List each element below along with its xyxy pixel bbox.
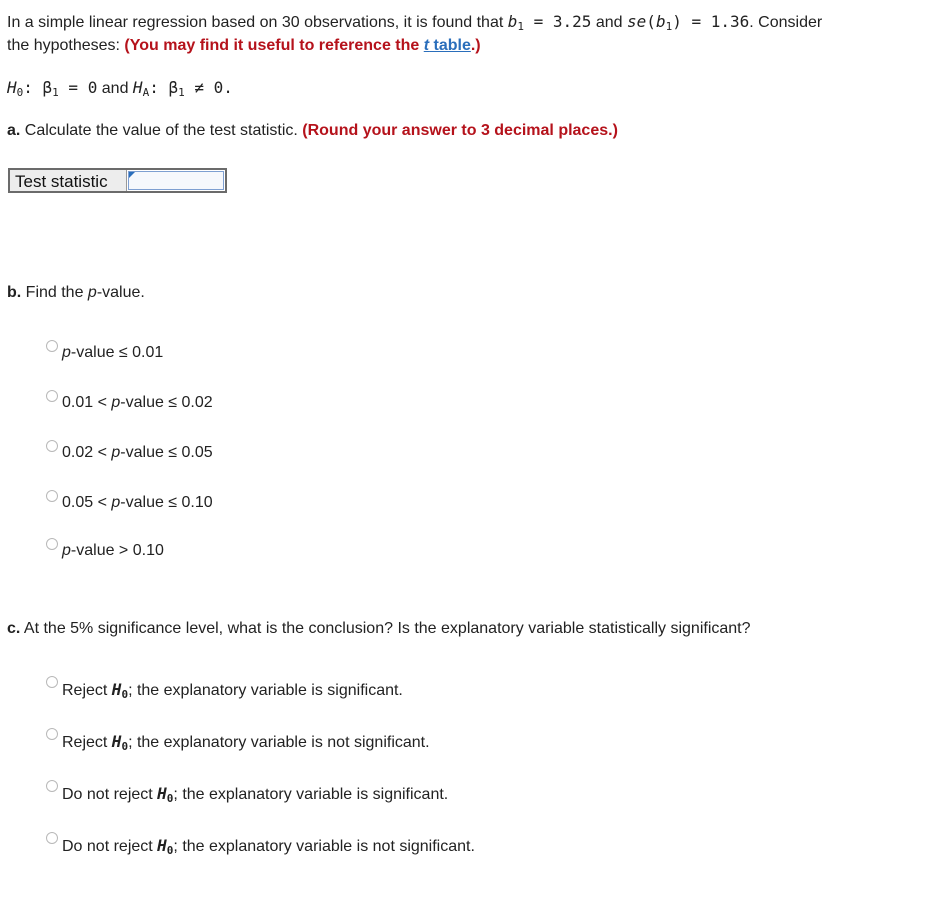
h0-symbol: H [157,836,167,855]
radio-button[interactable] [46,490,58,502]
b1-value: = 3.25 [524,12,592,31]
p-value-option[interactable] [46,494,213,512]
hypotheses [7,78,233,99]
and-text: and [591,14,628,31]
part-b-p: p [87,284,97,301]
b1-symbol-2: b [655,12,666,31]
b1-subscript-2: 1 [665,20,673,33]
h0-beta: : β [23,78,53,97]
conclusion-action: Do not reject [62,786,158,803]
h0-equation: = 0 [58,78,98,97]
ha-subscript: A [142,86,150,99]
h0-subscript: 0 [121,740,129,753]
part-b-text: Find the [21,284,88,301]
se-value: = 1.36 [681,12,750,31]
p-value-option[interactable] [46,542,164,560]
t-table-link[interactable] [424,37,471,54]
part-a-rounding-hint: (Round your answer to 3 decimal places.) [302,122,618,139]
hypotheses-and: and [97,80,133,97]
test-statistic-table [8,168,227,193]
radio-button[interactable] [46,440,58,452]
paren-close: ) [672,12,682,31]
b1-symbol: b [507,12,518,31]
radio-button[interactable] [46,832,58,844]
radio-button[interactable] [46,390,58,402]
ha-equation: ≠ 0. [184,78,233,97]
part-b-question [7,284,145,302]
part-a-question [7,122,618,140]
conclusion-action: Do not reject [62,838,158,855]
h0-subscript: 0 [121,688,129,701]
conclusion-text: ; the explanatory variable is not significant. [128,734,430,751]
conclusion-action: Reject [62,734,112,751]
conclusion-text: ; the explanatory variable is significant. [128,682,403,699]
part-a-text: Calculate the value of the test statistic. [20,122,303,139]
conclusion-text: ; the explanatory variable is significant. [173,786,449,803]
test-statistic-input[interactable] [128,171,224,190]
p-value-option-label: 0.05 < p-value ≤ 0.10 [62,494,213,511]
radio-button[interactable] [46,676,58,688]
h0-beta-subscript: 1 [52,86,59,99]
h0-symbol: H [7,78,17,97]
p-value-option-label: p-value > 0.10 [62,542,164,559]
conclusion-text: ; the explanatory variable is not significant. [173,838,475,855]
part-c-text: At the 5% significance level, what is the conclusion? Is the explanatory variable statistically significant? [20,620,751,637]
part-c-letter: c. [7,620,21,637]
part-c-question [7,620,751,638]
part-b-letter: b. [7,284,22,301]
h0-subscript: 0 [16,86,24,99]
conclusion-option-label [62,680,403,701]
radio-button[interactable] [46,780,58,792]
part-b-text-end: -value. [96,284,145,301]
question-intro-line2 [7,37,481,55]
h0-subscript: 0 [166,844,174,857]
h0-subscript: 0 [166,792,174,805]
se-symbol: se [627,12,647,31]
ha-beta: : β [149,78,179,97]
h0-symbol: H [157,784,167,803]
question-intro-line1 [7,12,822,33]
conclusion-option[interactable] [46,732,430,753]
test-statistic-label: Test statistic [10,170,127,191]
p-value-option[interactable] [46,444,213,462]
ha-beta-subscript: 1 [178,86,185,99]
h0-symbol: H [111,732,122,751]
intro-text: In a simple linear regression based on 30 observations, it is found that [7,14,508,31]
ha-symbol: H [132,78,143,97]
p-value-option[interactable] [46,394,213,412]
conclusion-action: Reject [62,682,112,699]
conclusion-option[interactable] [46,680,403,701]
table-hint: (You may find it useful to reference the [124,37,424,54]
conclusion-option-label [62,784,448,805]
t-table-link-text: table [429,37,471,54]
conclusion-option[interactable] [46,836,475,857]
conclusion-option-label [62,732,430,753]
radio-button[interactable] [46,340,58,352]
paren-open: ( [646,12,656,31]
b1-subscript: 1 [517,20,524,33]
hypotheses-lead: the hypotheses: [7,37,125,54]
t-table-link-t: t [423,37,430,54]
p-value-option-label: 0.01 < p-value ≤ 0.02 [62,394,213,411]
p-value-option[interactable] [46,344,163,362]
part-a-letter: a. [7,122,21,139]
conclusion-option-label [62,836,475,857]
p-value-option-label: 0.02 < p-value ≤ 0.05 [62,444,213,461]
conclusion-option[interactable] [46,784,448,805]
h0-symbol: H [111,680,122,699]
radio-button[interactable] [46,538,58,550]
table-hint-end: .) [470,37,481,54]
intro-text-end: . Consider [749,14,823,31]
radio-button[interactable] [46,728,58,740]
p-value-option-label: p-value ≤ 0.01 [62,344,164,361]
